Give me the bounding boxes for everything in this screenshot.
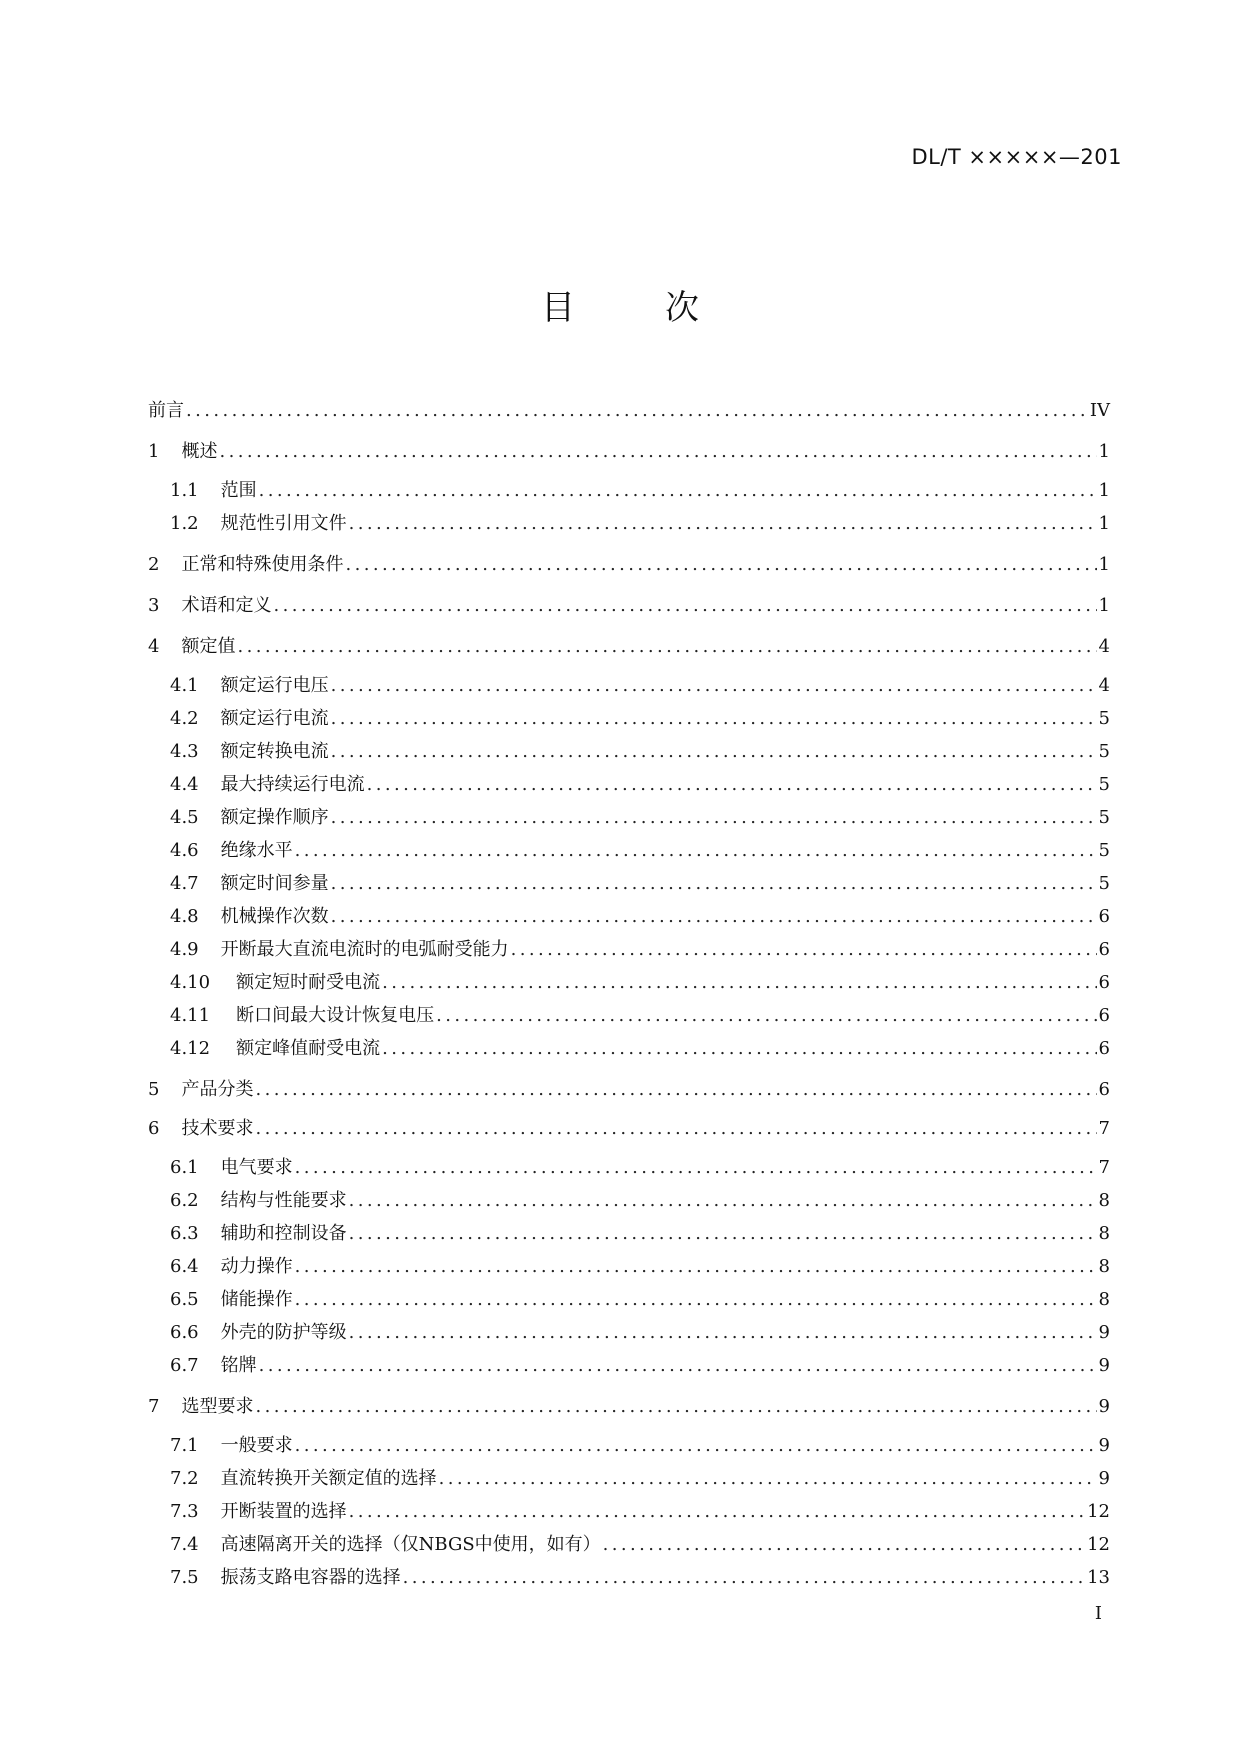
- toc-entry[interactable]: [148, 1250, 1110, 1283]
- toc-entry-page: 6: [1098, 1079, 1110, 1100]
- page-number: I: [1094, 1603, 1102, 1624]
- toc-entry-title: 选型要求: [181, 1396, 254, 1417]
- dot-leader: [603, 1528, 1085, 1561]
- toc-entry-number: 4.1: [170, 675, 199, 696]
- toc-entry[interactable]: [148, 933, 1110, 966]
- toc-entry-page: IV: [1089, 400, 1110, 421]
- toc-entry-title: 额定值: [181, 636, 236, 657]
- toc-entry-number: 4.5: [170, 807, 199, 828]
- toc-entry-number: 3: [148, 595, 160, 616]
- toc-entry[interactable]: [148, 1390, 1110, 1423]
- toc-entry[interactable]: [148, 1151, 1110, 1184]
- dot-leader: [259, 474, 1097, 507]
- toc-entry-title: 结构与性能要求: [220, 1190, 347, 1211]
- toc-entry-title: 开断装置的选择: [220, 1501, 347, 1522]
- toc-entry-title: 高速隔离开关的选择（仅NBGS中使用，如有）: [220, 1534, 601, 1555]
- toc-entry-page: 12: [1087, 1534, 1110, 1555]
- dot-leader: [331, 669, 1097, 702]
- toc-entry-number: 4: [148, 636, 160, 657]
- toc-entry-title: 动力操作: [220, 1256, 293, 1277]
- toc-entry-title: 储能操作: [220, 1289, 293, 1310]
- dot-leader: [255, 1073, 1096, 1106]
- toc-entry[interactable]: [148, 394, 1110, 427]
- dot-leader: [367, 768, 1097, 801]
- dot-leader: [295, 1429, 1097, 1462]
- toc-entry[interactable]: [148, 801, 1110, 834]
- toc-entry-page: 1: [1098, 595, 1110, 616]
- toc-entry-number: 2: [148, 554, 160, 575]
- toc-entry[interactable]: [148, 966, 1110, 999]
- toc-entry-title: 额定操作顺序: [220, 807, 329, 828]
- toc-entry-page: 5: [1098, 840, 1110, 861]
- dot-leader: [382, 966, 1096, 999]
- toc-entry-number: 7: [148, 1396, 160, 1417]
- toc-entry-number: 4.4: [170, 774, 199, 795]
- toc-entry[interactable]: [148, 1032, 1110, 1065]
- toc-entry-title: 规范性引用文件: [220, 513, 347, 534]
- dot-leader: [259, 1349, 1097, 1382]
- toc-entry[interactable]: [148, 589, 1110, 622]
- toc-entry-title: 振荡支路电容器的选择: [220, 1567, 401, 1588]
- toc-entry-title: 辅助和控制设备: [220, 1223, 347, 1244]
- dot-leader: [255, 1390, 1096, 1423]
- toc-entry-page: 8: [1098, 1190, 1110, 1211]
- toc-entry[interactable]: [148, 507, 1110, 540]
- toc-entry[interactable]: [148, 1495, 1110, 1528]
- toc-entry-number: 4.8: [170, 906, 199, 927]
- toc-entry-page: 1: [1098, 441, 1110, 462]
- toc-entry[interactable]: [148, 1316, 1110, 1349]
- toc-entry-page: 6: [1098, 939, 1110, 960]
- toc-entry-title: 外壳的防护等级: [220, 1322, 347, 1343]
- toc-entry-page: 1: [1098, 554, 1110, 575]
- toc-entry-number: 4.12: [170, 1038, 211, 1059]
- title-char-2: 次: [665, 288, 699, 328]
- toc-entry-number: 6.2: [170, 1190, 199, 1211]
- toc-entry[interactable]: [148, 669, 1110, 702]
- toc-entry-number: 7.1: [170, 1435, 199, 1456]
- dot-leader: [439, 1462, 1097, 1495]
- toc-entry-page: 8: [1098, 1223, 1110, 1244]
- toc-entry-number: 4.10: [170, 972, 211, 993]
- toc-entry[interactable]: [148, 1217, 1110, 1250]
- toc-entry-number: 4.6: [170, 840, 199, 861]
- toc-entry-page: 6: [1098, 1038, 1110, 1059]
- toc-entry[interactable]: [148, 1283, 1110, 1316]
- toc-entry-page: 7: [1098, 1118, 1110, 1139]
- toc-entry-page: 9: [1098, 1355, 1110, 1376]
- toc-entry-page: 6: [1098, 906, 1110, 927]
- toc-entry-number: 1.2: [170, 513, 199, 534]
- toc-entry-title: 额定运行电流: [220, 708, 329, 729]
- dot-leader: [345, 548, 1096, 581]
- title-char-1: 目: [541, 288, 575, 328]
- toc-entry-number: 5: [148, 1079, 160, 1100]
- toc-entry[interactable]: [148, 735, 1110, 768]
- toc-entry-title: 机械操作次数: [220, 906, 329, 927]
- toc-entry-title: 开断最大直流电流时的电弧耐受能力: [220, 939, 509, 960]
- toc-entry-page: 5: [1098, 741, 1110, 762]
- toc-entry[interactable]: [148, 548, 1110, 581]
- toc-entry-page: 5: [1098, 873, 1110, 894]
- toc-entry-title: 术语和定义: [181, 595, 272, 616]
- toc-entry-page: 12: [1087, 1501, 1110, 1522]
- toc-entry[interactable]: [148, 1349, 1110, 1382]
- toc-entry-title: 绝缘水平: [220, 840, 293, 861]
- dot-leader: [219, 435, 1096, 468]
- dot-leader: [331, 702, 1097, 735]
- toc-entry-number: 6.5: [170, 1289, 199, 1310]
- toc-entry[interactable]: [148, 1429, 1110, 1462]
- toc-entry-title: 范围: [220, 480, 257, 501]
- toc-entry-title: 正常和特殊使用条件: [181, 554, 344, 575]
- toc-entry-number: 7.5: [170, 1567, 199, 1588]
- toc-entry-page: 1: [1098, 513, 1110, 534]
- toc-entry-number: 6.6: [170, 1322, 199, 1343]
- toc-entry-number: 7.4: [170, 1534, 199, 1555]
- dot-leader: [511, 933, 1097, 966]
- toc-entry-page: 9: [1098, 1468, 1110, 1489]
- toc-entry[interactable]: [148, 1073, 1110, 1106]
- dot-leader: [436, 999, 1096, 1032]
- toc-entry-page: 7: [1098, 1157, 1110, 1178]
- toc-entry-title: 断口间最大设计恢复电压: [236, 1005, 435, 1026]
- toc-entry-page: 6: [1098, 1005, 1110, 1026]
- dot-leader: [295, 1151, 1097, 1184]
- toc-entry-page: 5: [1098, 807, 1110, 828]
- toc-entry-page: 8: [1098, 1289, 1110, 1310]
- dot-leader: [255, 1112, 1096, 1145]
- dot-leader: [331, 900, 1097, 933]
- toc-entry-page: 9: [1098, 1396, 1110, 1417]
- toc-entry-title: 额定时间参量: [220, 873, 329, 894]
- dot-leader: [295, 1250, 1097, 1283]
- dot-leader: [403, 1561, 1085, 1594]
- toc-entry[interactable]: [148, 1462, 1110, 1495]
- toc-entry[interactable]: [148, 768, 1110, 801]
- toc-entry-number: 6.4: [170, 1256, 199, 1277]
- toc-entry[interactable]: [148, 474, 1110, 507]
- toc-entry[interactable]: [148, 834, 1110, 867]
- dot-leader: [349, 1217, 1097, 1250]
- toc-entry-title: 额定峰值耐受电流: [236, 1038, 381, 1059]
- toc-entry[interactable]: [148, 630, 1110, 663]
- toc-entry[interactable]: [148, 1528, 1110, 1561]
- dot-leader: [349, 1184, 1097, 1217]
- toc-entry-title: 电气要求: [220, 1157, 293, 1178]
- dot-leader: [295, 834, 1097, 867]
- toc-entry-number: 4.2: [170, 708, 199, 729]
- toc-entry-number: 1: [148, 441, 160, 462]
- toc-entry[interactable]: [148, 1561, 1110, 1594]
- dot-leader: [349, 1316, 1097, 1349]
- toc-entry-page: 5: [1098, 774, 1110, 795]
- dot-leader: [237, 630, 1096, 663]
- toc-entry[interactable]: [148, 900, 1110, 933]
- toc-entry-number: 1.1: [170, 480, 199, 501]
- toc-entry-page: 13: [1087, 1567, 1110, 1588]
- dot-leader: [349, 507, 1097, 540]
- dot-leader: [331, 867, 1097, 900]
- toc-entry-page: 6: [1098, 972, 1110, 993]
- toc-entry-number: 7.3: [170, 1501, 199, 1522]
- toc-entry-number: 4.7: [170, 873, 199, 894]
- toc-entry-title: 前言: [148, 400, 184, 421]
- toc-entry-number: 7.2: [170, 1468, 199, 1489]
- dot-leader: [186, 394, 1088, 427]
- dot-leader: [382, 1032, 1096, 1065]
- toc-entry[interactable]: [148, 1184, 1110, 1217]
- toc-entry-page: 1: [1098, 480, 1110, 501]
- page-title: [0, 280, 1240, 329]
- toc-entry-number: 4.3: [170, 741, 199, 762]
- toc-entry-page: 5: [1098, 708, 1110, 729]
- table-of-contents: [148, 386, 1110, 1594]
- toc-entry-title: 一般要求: [220, 1435, 293, 1456]
- toc-entry-page: 9: [1098, 1322, 1110, 1343]
- toc-entry-title: 额定运行电压: [220, 675, 329, 696]
- toc-entry-title: 额定短时耐受电流: [236, 972, 381, 993]
- dot-leader: [331, 735, 1097, 768]
- dot-leader: [349, 1495, 1085, 1528]
- toc-entry-number: 6.1: [170, 1157, 199, 1178]
- toc-entry[interactable]: [148, 867, 1110, 900]
- toc-entry[interactable]: [148, 1112, 1110, 1145]
- toc-entry[interactable]: [148, 999, 1110, 1032]
- toc-entry-number: 4.11: [170, 1005, 211, 1026]
- toc-entry-title: 铭牌: [220, 1355, 257, 1376]
- toc-entry-number: 6.3: [170, 1223, 199, 1244]
- toc-entry-title: 额定转换电流: [220, 741, 329, 762]
- toc-entry-number: 6.7: [170, 1355, 199, 1376]
- dot-leader: [295, 1283, 1097, 1316]
- toc-entry-page: 4: [1098, 675, 1110, 696]
- toc-entry-title: 产品分类: [181, 1079, 254, 1100]
- toc-entry[interactable]: [148, 702, 1110, 735]
- toc-entry-title: 最大持续运行电流: [220, 774, 365, 795]
- toc-entry-number: 6: [148, 1118, 160, 1139]
- toc-entry-page: 8: [1098, 1256, 1110, 1277]
- toc-entry-page: 4: [1098, 636, 1110, 657]
- toc-entry-title: 直流转换开关额定值的选择: [220, 1468, 437, 1489]
- toc-entry-title: 概述: [181, 441, 218, 462]
- toc-entry[interactable]: [148, 435, 1110, 468]
- toc-entry-page: 9: [1098, 1435, 1110, 1456]
- dot-leader: [331, 801, 1097, 834]
- document-code: DL/T ×××××—201: [911, 145, 1122, 169]
- toc-entry-title: 技术要求: [181, 1118, 254, 1139]
- toc-entry-number: 4.9: [170, 939, 199, 960]
- dot-leader: [273, 589, 1096, 622]
